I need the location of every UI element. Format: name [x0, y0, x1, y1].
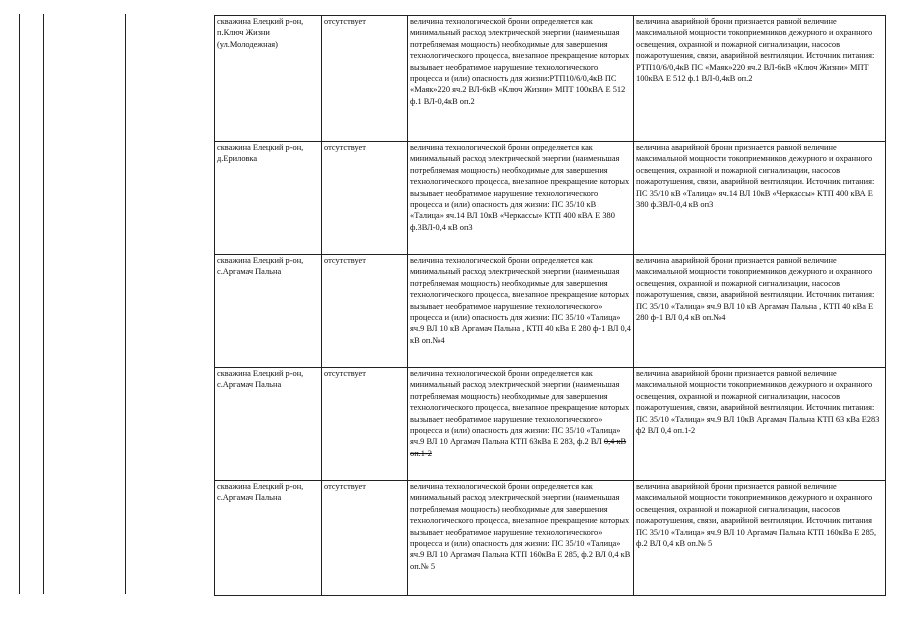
status-cell: отсутствует	[322, 368, 408, 481]
status-cell: отсутствует	[322, 481, 408, 596]
tech-reserve-cell	[408, 368, 634, 481]
emergency-reserve-cell: величина аварийной брони признается равной величине максимальной мощности токоприемников дежурного и охранного освещения, охранной и пожарной сигнализации, насосов пожаротушения, связи, аварийной вентиляции. Источник питания ПС 35/10 «Талица» яч.9 ВЛ 10 Аргамач Пальна КТП 160кВа Е 285, ф.2 ВЛ 0,4 кВ оп.№ 5	[634, 481, 886, 596]
tech-reserve-cell	[408, 481, 634, 596]
table-row	[215, 16, 886, 142]
table-rule-left-2	[43, 14, 44, 594]
emergency-reserve-cell: величина аварийной брони признается равной величине максимальной мощности токоприемников дежурного и охранного освещения, охранной и пожарной сигнализации, насосов пожаротушения, связи, аварийной вентиляции. Источник питания: РТП10/6/0,4кВ ПС «Маяк»220 яч.2 ВЛ-6кВ «Ключ Жизни» МПТ 100кВА Е 512 ф.1 ВЛ-0,4кВ оп.2	[634, 16, 886, 142]
object-cell: скважина Елецкий р-он, д.Ериловка	[215, 142, 322, 255]
tech-reserve-cell	[408, 255, 634, 368]
tech-reserve-text: величина технологической брони определяется как минимальный расход электрической энергии (наименьшая потребляемая мощность) необходимые для завершения технологического процесса, внезапное прекращение которых вызывает необратимое нарушение технологического процесса и (или) опасность для жизни: ПС 35/10 кВ «Талица» яч.14 ВЛ 10кВ «Черкассы» КТП 400 кВА Е 380 ф.3ВЛ-0,4 кВ оп3	[410, 143, 630, 232]
object-cell: скважина Елецкий р-он, п.Ключ Жизни (ул.Молодежная)	[215, 16, 322, 142]
struck-text: 0,4 кВ оп.1-2	[410, 437, 627, 458]
emergency-reserve-cell: величина аварийной брони признается равной величине максимальной мощности токоприемников дежурного и охранного освещения, охранной и пожарной сигнализации, насосов пожаротушения, связи, аварийной вентиляции. Источник питания: ПС 35/10 «Талица» яч.9 ВЛ 10кВ Аргамач Пальна КТП 63 кВа Е283 ф2 ВЛ 0,4 оп.1-2	[634, 368, 886, 481]
table-rule-left-3	[125, 14, 126, 594]
table-rule-left-1	[19, 14, 20, 594]
tech-reserve-cell	[408, 142, 634, 255]
table-row	[215, 481, 886, 596]
object-cell: скважина Елецкий р-он, с.Аргамач Пальна	[215, 481, 322, 596]
object-cell: скважина Елецкий р-он, с.Аргамач Пальна	[215, 368, 322, 481]
status-cell: отсутствует	[322, 255, 408, 368]
emergency-reserve-cell: величина аварийной брони признается равной величине максимальной мощности токоприемников дежурного и охранного освещения, охранной и пожарной сигнализации, насосов пожаротушения, связи, аварийной вентиляции. Источник питания: ПС 35/10 «Талица» яч.9 ВЛ 10 кВ Аргамач Пальна , КТП 40 кВа Е 280 ф-1 ВЛ 0,4 кВ оп.№4	[634, 255, 886, 368]
emergency-reserve-cell: величина аварийной брони признается равной величине максимальной мощности токоприемников дежурного и охранного освещения, охранной и пожарной сигнализации, насосов пожаротушения, связи, аварийной вентиляции. Источник питания: ПС 35/10 кВ «Талица» яч.14 ВЛ 10кВ «Черкассы» КТП 400 кВА Е 380 ф.3ВЛ-0,4 кВ оп3	[634, 142, 886, 255]
tech-reserve-text: величина технологической брони определяется как минимальный расход электрической энергии (наименьшая потребляемая мощность) необходимые для завершения технологического процесса, внезапное прекращение которых вызывает необратимое нарушение технологического процесса и (или) опасность для жизни:РТП10/6/0,4кВ ПС «Маяк»220 яч.2 ВЛ-6кВ «Ключ Жизни» МПТ 100кВА Е 512 ф.1 ВЛ-0,4кВ оп.2	[410, 17, 630, 106]
status-cell: отсутствует	[322, 16, 408, 142]
reserve-table	[214, 15, 886, 596]
tech-reserve-cell	[408, 16, 634, 142]
tech-reserve-text: величина технологической брони определяется как минимальный расход электрической энергии (наименьшая потребляемая мощность) необходимые для завершения технологического процесса, внезапное прекращение которых вызывает необратимое нарушение технологического» процесса и (или) опасность для жизни: ПС 35/10 «Талица» яч.9 ВЛ 10 кВ Аргамач Пальна , КТП 40 кВа Е 280 ф-1 ВЛ 0,4 кВ оп.№4	[410, 256, 631, 345]
table-row	[215, 368, 886, 481]
tech-reserve-text: величина технологической брони определяется как минимальный расход электрической энергии (наименьшая потребляемая мощность) необходимые для завершения технологического процесса, внезапное прекращение которых вызывает необратимое нарушение технологического» процесса и (или) опасность для жизни: ПС 35/10 «Талица» яч.9 ВЛ 10 Аргамач Пальна КТП 160кВа Е 285, ф.2 ВЛ 0,4 кВ оп.№ 5	[410, 482, 631, 571]
status-cell: отсутствует	[322, 142, 408, 255]
table-row	[215, 255, 886, 368]
table-row	[215, 142, 886, 255]
object-cell: скважина Елецкий р-он, с.Аргамач Пальна	[215, 255, 322, 368]
tech-reserve-text: величина технологической брони определяется как минимальный расход электрической энергии (наименьшая потребляемая мощность) необходимые для завершения технологического процесса, внезапное прекращение которых вызывает необратимое нарушение технологического» процесса и (или) опасность для жизни: ПС 35/10 «Талица» яч.9 ВЛ 10 Аргамач Пальна КТП 63кВа Е 283, ф.2 ВЛ	[410, 369, 630, 447]
